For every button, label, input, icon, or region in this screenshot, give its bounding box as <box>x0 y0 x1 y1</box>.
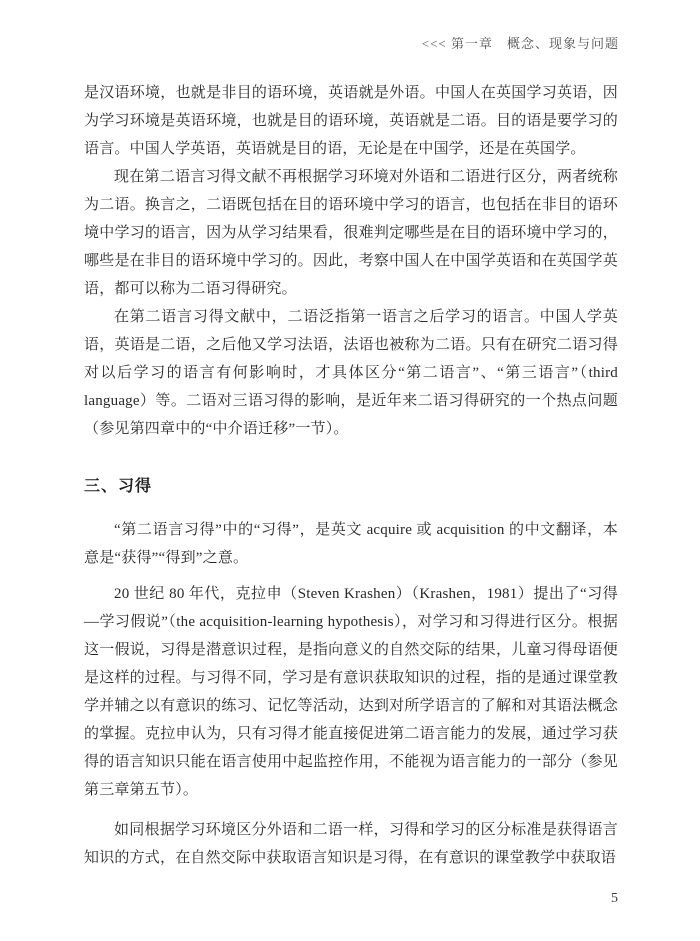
paragraph-continuation: 是汉语环境，也就是非目的语环境，英语就是外语。中国人在英国学习英语，因为学习环境是英语环境，也就是目的语环境，英语就是二语。目的语是要学习的语言。中国人学英语，英语就是目的语，无论是在中国学，还是在英国学。 <box>84 85 618 157</box>
paragraph: “第二语言习得”中的“习得”，是英文 acquire 或 acquisition 的中文翻译，本意是“获得”“得到”之意。 <box>84 522 618 566</box>
paragraph: 现在第二语言习得文献不再根据学习环境对外语和二语进行区分，两者统称为二语。换言之，二语既包括在目的语环境中学习的语言，也包括在非目的语环境中学习的语言，因为从学习结果看，很难判定哪些是在目的语环境中学习的，哪些是在非目的语环境中学习的。因此，考察中国人在中国学英语和在英国学英语，都可以称为二语习得研究。 <box>84 169 618 297</box>
page-number: 5 <box>611 891 618 906</box>
paragraph: 在第二语言习得文献中，二语泛指第一语言之后学习的语言。中国人学英语，英语是二语，之后他又学习法语，法语也被称为二语。只有在研究二语习得对以后学习的语言有何影响时，才具体区分“第二语言”、“第三语言”（third language）等。二语对三语习得的影响，是近年来二语习得研究的一个热点问题（参见第四章中的“中介语迁移”一节）。 <box>84 309 618 437</box>
paragraph: 20 世纪 80 年代，克拉申（Steven Krashen）（Krashen，1981）提出了“习得—学习假说”（the acquisition-learning hypothesis），对学习和习得进行区分。根据这一假说，习得是潜意识过程，是指向意义的自然交际的结果，儿童习得母语便是这样的过程。与习得不同，学习是有意识获取知识的过程，指的是通过课堂教学并辅之以有意识的练习、记忆等活动，达到对所学语言的了解和对其语法概念的掌握。克拉申认为，只有习得才能直接促进第二语言能力的发展，通过学习获得的语言知识只能在语言使用中起监控作用，不能视为语言能力的一部分（参见第三章第五节）。 <box>84 586 618 798</box>
section-heading: 三、习得 <box>84 478 153 495</box>
paragraph: 如同根据学习环境区分外语和二语一样，习得和学习的区分标准是获得语言知识的方式，在自然交际中获取语言知识是习得，在有意识的课堂教学中获取语 <box>84 822 618 866</box>
body-text <box>84 79 618 872</box>
running-header: <<< 第一章 概念、现象与问题 <box>421 36 619 51</box>
